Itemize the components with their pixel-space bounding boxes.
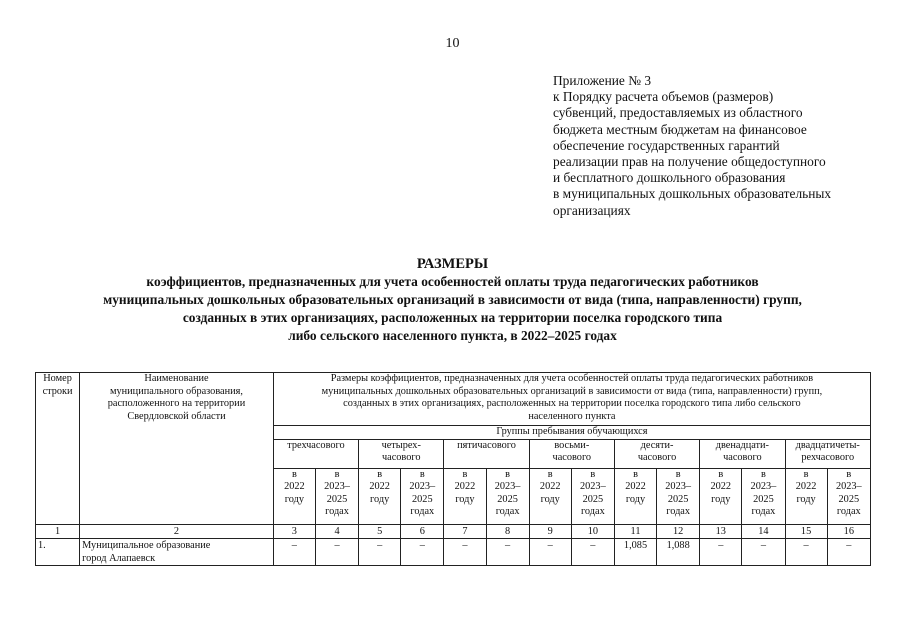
- year-header-2023-2025: в 2023– 2025 годах: [486, 468, 529, 524]
- year-header-2023-2025: в 2023– 2025 годах: [315, 468, 358, 524]
- column-index: 6: [401, 524, 444, 538]
- year-header-2023-2025: в 2023– 2025 годах: [401, 468, 444, 524]
- column-index-row: [36, 524, 871, 538]
- group-header-3h: трехчасового: [273, 439, 358, 468]
- column-index: 9: [529, 524, 571, 538]
- coefficients-table: [35, 372, 871, 566]
- table-row: [36, 538, 871, 565]
- year-header-2022: в 2022 году: [700, 468, 742, 524]
- group-header-4h: четырех- часового: [359, 439, 444, 468]
- coefficient-cell: –: [785, 538, 827, 565]
- page-number: 10: [445, 36, 460, 51]
- group-header-12h: двенадцати- часового: [700, 439, 785, 468]
- title-main: РАЗМЕРЫ: [416, 256, 489, 272]
- coefficient-cell: –: [571, 538, 614, 565]
- column-index: 8: [486, 524, 529, 538]
- appendix-line: в муниципальных дошкольных образовательных: [553, 186, 832, 202]
- title-line: созданных в этих организациях, расположенных на территории поселка городского типа: [182, 310, 723, 325]
- appendix-line: организациях: [553, 202, 631, 218]
- year-header-2022: в 2022 году: [614, 468, 656, 524]
- groups-header: Группы пребывания обучающихся: [273, 426, 870, 440]
- coefficient-cell: –: [359, 538, 401, 565]
- appendix-line: обеспечение государственных гарантий: [553, 137, 780, 153]
- column-index: 16: [827, 524, 870, 538]
- column-index: 1: [36, 524, 80, 538]
- row-municipality-name: Муниципальное образование город Алапаевск: [80, 538, 274, 565]
- year-header-2023-2025: в 2023– 2025 годах: [742, 468, 785, 524]
- year-header-2023-2025: в 2023– 2025 годах: [827, 468, 870, 524]
- column-index: 3: [273, 524, 315, 538]
- title-line: муниципальных дошкольных образовательных организаций в зависимости от вида (типа, направленности) групп,: [103, 292, 802, 307]
- year-header-2022: в 2022 году: [529, 468, 571, 524]
- coefficient-cell: –: [486, 538, 529, 565]
- year-header-2022: в 2022 году: [359, 468, 401, 524]
- coefficient-cell: –: [700, 538, 742, 565]
- column-index: 5: [359, 524, 401, 538]
- coefficient-cell: –: [315, 538, 358, 565]
- column-index: 15: [785, 524, 827, 538]
- appendix-line: Приложение № 3: [553, 73, 652, 88]
- group-header-10h: десяти- часового: [614, 439, 699, 468]
- year-header-2022: в 2022 году: [785, 468, 827, 524]
- coefficient-cell: –: [827, 538, 870, 565]
- group-header-8h: восьми- часового: [529, 439, 614, 468]
- appendix-line: реализации прав на получение общедоступного: [553, 154, 826, 170]
- year-header-2023-2025: в 2023– 2025 годах: [657, 468, 700, 524]
- col-header-number: Номер строки: [36, 373, 80, 525]
- coefficient-cell: –: [444, 538, 486, 565]
- header-row-1: [36, 373, 871, 426]
- coefficient-cell: –: [401, 538, 444, 565]
- coefficient-cell: –: [742, 538, 785, 565]
- coefficient-cell: –: [529, 538, 571, 565]
- column-index: 12: [657, 524, 700, 538]
- title-line: либо сельского населенного пункта, в 2022–2025 годах: [288, 328, 617, 343]
- title-line: коэффициентов, предназначенных для учета особенностей оплаты труда педагогических работников: [146, 274, 759, 289]
- appendix-note: [553, 73, 883, 219]
- row-number: 1.: [36, 538, 80, 565]
- document-title: [20, 255, 885, 345]
- column-index: 14: [742, 524, 785, 538]
- col-header-sizes: Размеры коэффициентов, предназначенных для учета особенностей оплаты труда педагогических работников муниципальных дошкольных образовательных организаций в зависимости от вида (типа, направленности) групп, созданных в этих организациях, расположенных на территории поселка городского типа либо сельского населенного пункта: [273, 373, 870, 426]
- year-header-2022: в 2022 году: [444, 468, 486, 524]
- column-index: 2: [80, 524, 274, 538]
- appendix-line: к Порядку расчета объемов (размеров): [553, 89, 774, 105]
- column-index: 10: [571, 524, 614, 538]
- appendix-line: и бесплатного дошкольного образования: [553, 170, 786, 186]
- coefficient-cell: 1,088: [657, 538, 700, 565]
- group-header-5h: пятичасового: [444, 439, 529, 468]
- column-index: 11: [614, 524, 656, 538]
- year-header-2023-2025: в 2023– 2025 годах: [571, 468, 614, 524]
- group-header-24h: двадцатичеты- рехчасового: [785, 439, 871, 468]
- coefficient-cell: –: [273, 538, 315, 565]
- column-index: 7: [444, 524, 486, 538]
- year-header-2022: в 2022 году: [273, 468, 315, 524]
- col-header-name: Наименование муниципального образования, расположенного на территории Свердловской области: [80, 373, 274, 525]
- coefficient-cell: 1,085: [614, 538, 656, 565]
- appendix-line: бюджета местным бюджетам на финансовое: [553, 121, 807, 137]
- column-index: 13: [700, 524, 742, 538]
- appendix-line: субвенций, предоставляемых из областного: [553, 105, 803, 121]
- column-index: 4: [315, 524, 358, 538]
